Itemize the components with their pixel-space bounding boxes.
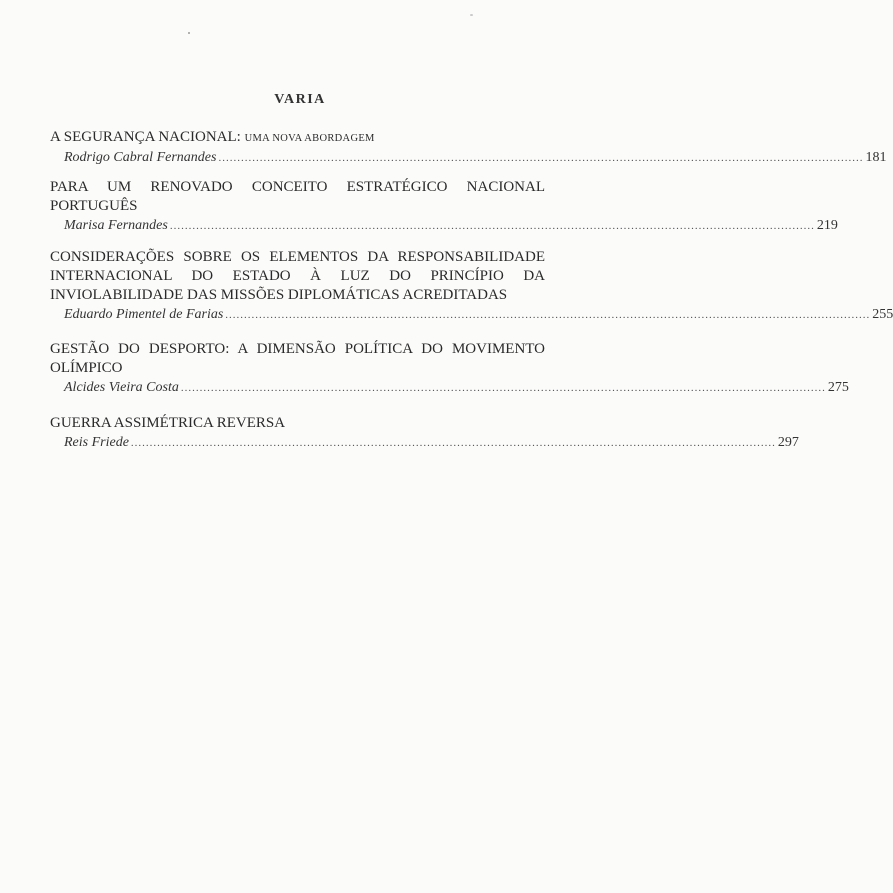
entry-title-line: GUERRA ASSIMÉTRICA REVERSA — [50, 415, 286, 431]
entry-title-line: PARA UM RENOVADO CONCEITO ESTRATÉGICO NACIONAL — [50, 179, 545, 195]
toc-entry[interactable] — [50, 178, 838, 235]
entry-title-main: A SEGURANÇA NACIONAL: — [50, 129, 241, 145]
toc-entry[interactable] — [50, 248, 893, 324]
entry-page-number: 275 — [827, 380, 849, 395]
entry-title-line: INTERNACIONAL DO ESTADO À LUZ DO PRINCÍPIO DA — [50, 268, 545, 284]
entry-title-line: PORTUGUÊS — [50, 198, 138, 214]
entry-title — [50, 178, 545, 216]
entry-title-line: INVIOLABILIDADE DAS MISSÕES DIPLOMÁTICAS ACREDITADAS — [50, 287, 508, 303]
author-row — [64, 217, 838, 235]
entry-page-number: 219 — [816, 218, 838, 233]
entry-page-number: 255 — [872, 307, 893, 322]
entry-title-line: GESTÃO DO DESPORTO: A DIMENSÃO POLÍTICA DO MOVIMENTO — [50, 341, 545, 357]
author-row — [64, 379, 849, 397]
toc-entry[interactable] — [50, 414, 799, 452]
dot-leader: ............................................................................................................................................................................ — [218, 152, 864, 164]
dot-leader: ............................................................................................................................................................................ — [180, 382, 826, 394]
entry-title — [50, 248, 545, 305]
section-title: VARIA — [274, 92, 326, 107]
entry-page-number: 297 — [777, 435, 799, 450]
entry-title-line: OLÍMPICO — [50, 360, 123, 376]
paper-speck — [188, 32, 190, 34]
entry-author: Eduardo Pimentel de Farias — [64, 307, 224, 322]
author-row — [64, 434, 799, 452]
entry-page-number: 181 — [865, 150, 887, 165]
dot-leader: ............................................................................................................................................................................ — [225, 309, 871, 321]
entry-author: Reis Friede — [64, 435, 129, 450]
toc-entry[interactable] — [50, 340, 849, 397]
entry-title — [50, 414, 545, 433]
entry-author: Rodrigo Cabral Fernandes — [64, 150, 217, 165]
entry-author: Alcides Vieira Costa — [64, 380, 179, 395]
entry-title — [50, 128, 545, 148]
dot-leader: ............................................................................................................................................................................ — [169, 220, 815, 232]
entry-title — [50, 340, 545, 378]
entry-author: Marisa Fernandes — [64, 218, 168, 233]
toc-entry[interactable] — [50, 128, 887, 167]
entry-title-subtitle: UMA NOVA ABORDAGEM — [244, 133, 375, 144]
author-row — [64, 306, 893, 324]
entry-title-line: CONSIDERAÇÕES SOBRE OS ELEMENTOS DA RESPONSABILIDADE — [50, 249, 545, 265]
author-row — [64, 149, 887, 167]
paper-speck — [470, 14, 473, 16]
dot-leader: ............................................................................................................................................................................ — [130, 437, 776, 449]
